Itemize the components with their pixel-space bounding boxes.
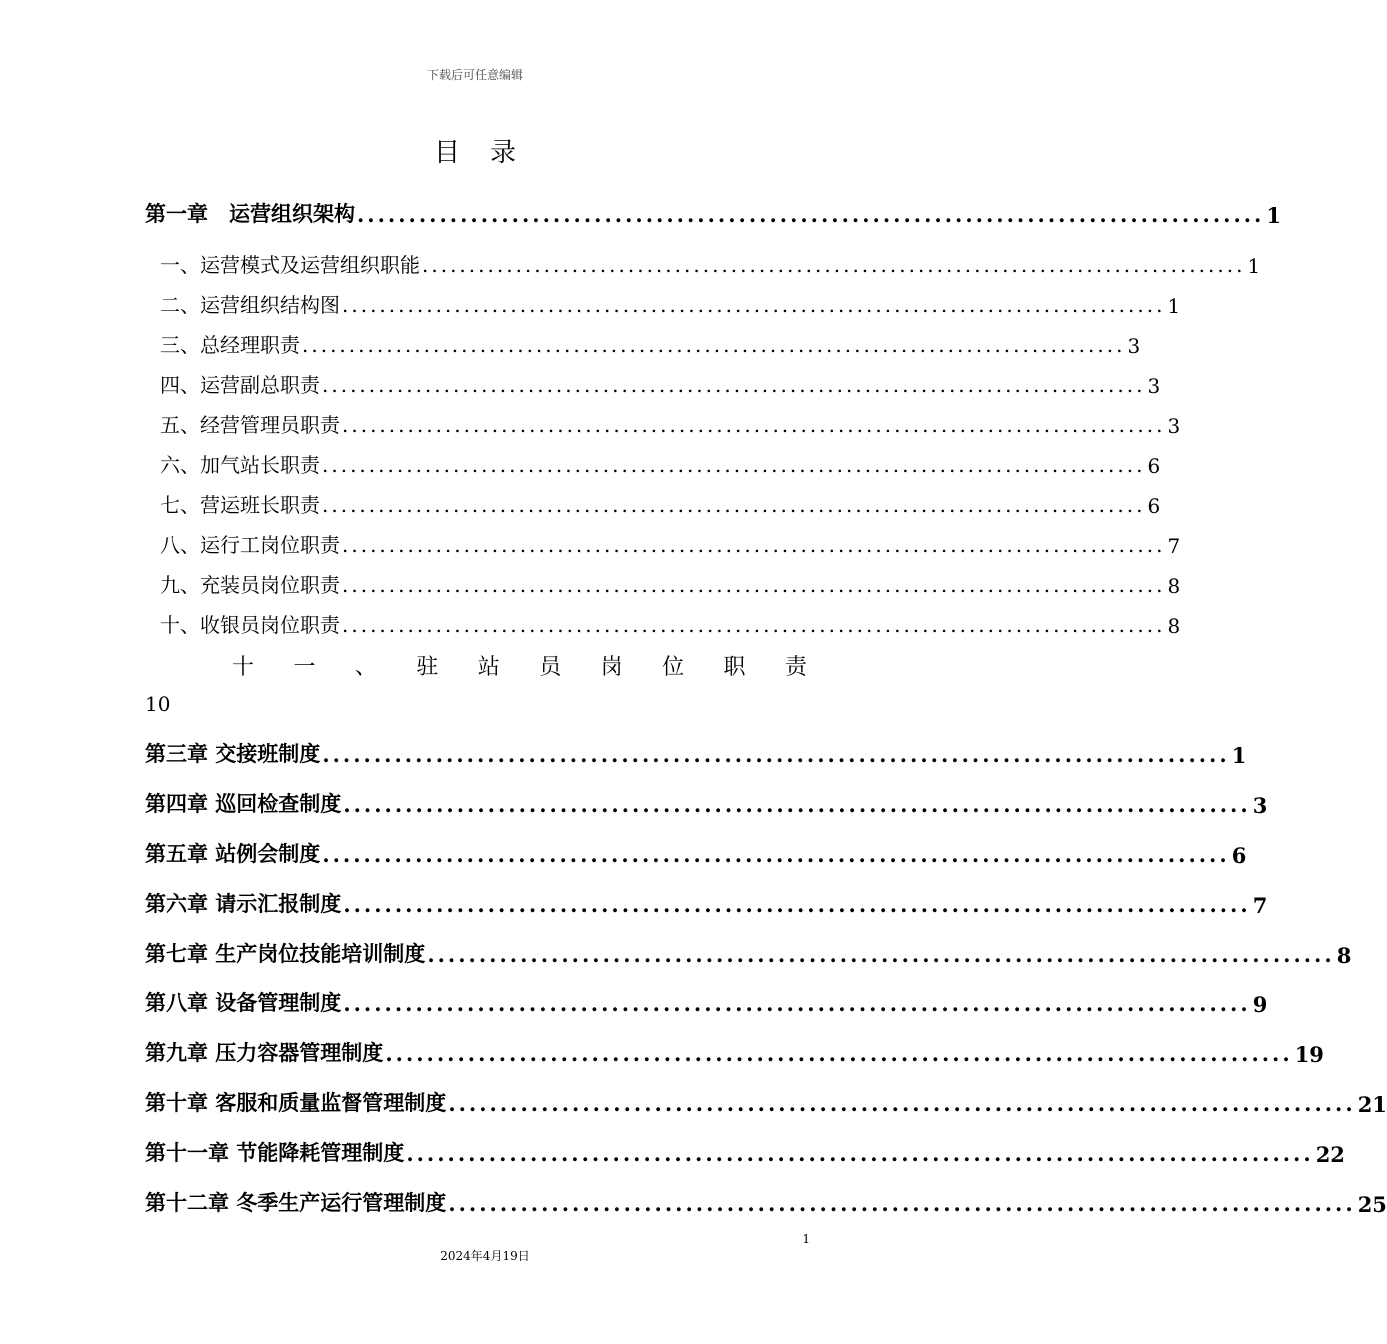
toc-entry-label: 第五章 站例会制度 [145, 841, 321, 866]
toc-leader-dots: ........................................................................................ [322, 742, 1230, 767]
toc-entry-page: 9 [1252, 992, 1268, 1017]
toc-entry-label: 第八章 设备管理制度 [145, 990, 342, 1015]
toc-entry-label: 第七章 生产岗位技能培训制度 [145, 941, 426, 966]
toc-entry-page: 8 [1336, 943, 1352, 968]
toc-entry-page: 1 [1247, 254, 1261, 278]
toc-entry-chapter-8[interactable] [145, 987, 1268, 1017]
toc-leader-dots: ........................................................................................ [357, 202, 1265, 227]
toc-entry-label: 第四章 巡回检查制度 [145, 791, 342, 816]
toc-entry-label: 第十章 客服和质量监督管理制度 [145, 1090, 447, 1115]
toc-title: 目录 [433, 138, 546, 168]
toc-entry-page: 8 [1167, 574, 1181, 598]
toc-leader-dots: ........................................................................................ [385, 1041, 1293, 1066]
toc-entry-page: 1 [1266, 203, 1281, 228]
toc-leader-dots: ........................................................................................ [322, 842, 1230, 867]
toc-entry-label: 第六章 请示汇报制度 [145, 891, 342, 916]
toc-leader-dots: ........................................................................................ [343, 991, 1251, 1016]
toc-entry-label: 三、总经理职责 [160, 333, 300, 357]
toc-entry-page-wrapped: 10 [145, 692, 171, 716]
toc-entry-label: 二、运营组织结构图 [160, 293, 340, 317]
toc-entry-page: 6 [1147, 454, 1161, 478]
toc-leader-dots: ........................................................................................ [342, 573, 1166, 597]
toc-entry-section-5[interactable] [160, 408, 1181, 438]
toc-entry-page: 3 [1127, 334, 1141, 358]
toc-entry-label: 八、运行工岗位职责 [160, 533, 340, 557]
toc-entry-chapter-6[interactable] [145, 888, 1268, 918]
toc-entry-section-11[interactable] [232, 650, 807, 680]
toc-entry-chapter-3[interactable] [145, 738, 1247, 768]
toc-entry-label: 第一章 运营组织架构 [145, 201, 355, 226]
toc-leader-dots: ........................................................................................ [448, 1091, 1356, 1116]
toc-entry-section-6[interactable] [160, 448, 1161, 478]
toc-entry-section-2[interactable] [160, 288, 1181, 318]
toc-entry-page: 25 [1357, 1192, 1387, 1217]
toc-entry-chapter-12[interactable] [145, 1187, 1387, 1217]
toc-entry-label: 六、加气站长职责 [160, 453, 320, 477]
toc-entry-label: 一、运营模式及运营组织职能 [160, 253, 420, 277]
toc-leader-dots: ........................................................................................ [302, 333, 1126, 357]
toc-entry-chapter-7[interactable] [145, 938, 1352, 968]
toc-entry-label: 十、收银员岗位职责 [160, 613, 340, 637]
toc-entry-section-10[interactable] [160, 608, 1181, 638]
toc-entry-page: 6 [1231, 843, 1247, 868]
toc-entry-page: 7 [1167, 534, 1181, 558]
toc-leader-dots: ........................................................................................ [343, 892, 1251, 917]
toc-leader-dots: ........................................................................................ [342, 613, 1166, 637]
toc-entry-label: 四、运营副总职责 [160, 373, 320, 397]
toc-entry-char: 驻 [416, 655, 439, 680]
toc-entry-char: 责 [784, 655, 807, 680]
toc-entry-page: 19 [1294, 1042, 1324, 1067]
toc-leader-dots: ........................................................................................ [322, 493, 1146, 517]
toc-leader-dots: ........................................................................................ [448, 1191, 1356, 1216]
toc-entry-char: 站 [477, 655, 500, 680]
toc-entry-page: 1 [1231, 743, 1247, 768]
toc-entry-page: 21 [1357, 1092, 1387, 1117]
toc-entry-section-3[interactable] [160, 328, 1141, 358]
toc-entry-chapter-10[interactable] [145, 1087, 1387, 1117]
toc-leader-dots: ........................................................................................ [342, 293, 1166, 317]
header-note: 下载后可任意编辑 [426, 68, 523, 82]
toc-entry-section-9[interactable] [160, 568, 1181, 598]
toc-entry-char: 一 [293, 655, 316, 680]
toc-leader-dots: ........................................................................................ [422, 253, 1246, 277]
toc-entry-page: 6 [1147, 494, 1161, 518]
toc-entry-label: 七、营运班长职责 [160, 493, 320, 517]
toc-leader-dots: ........................................................................................ [343, 792, 1251, 817]
toc-entry-page: 22 [1315, 1142, 1345, 1167]
toc-entry-section-4[interactable] [160, 368, 1161, 398]
toc-entry-chapter-1[interactable] [145, 198, 1281, 228]
toc-leader-dots: ........................................................................................ [342, 533, 1166, 557]
toc-entry-page: 8 [1167, 614, 1181, 638]
toc-entry-page: 7 [1252, 893, 1268, 918]
toc-entry-label: 第十二章 冬季生产运行管理制度 [145, 1190, 447, 1215]
toc-entry-char: 岗 [600, 655, 623, 680]
toc-entry-page: 1 [1167, 294, 1181, 318]
toc-entry-section-8[interactable] [160, 528, 1181, 558]
toc-leader-dots: ........................................................................................ [322, 453, 1146, 477]
toc-entry-char: 十 [232, 655, 255, 680]
toc-entry-chapter-11[interactable] [145, 1137, 1345, 1167]
toc-entry-page: 3 [1167, 414, 1181, 438]
toc-entry-label: 五、经营管理员职责 [160, 413, 340, 437]
toc-entry-label: 第三章 交接班制度 [145, 741, 321, 766]
toc-entry-chapter-5[interactable] [145, 838, 1247, 868]
toc-leader-dots: ........................................................................................ [427, 942, 1335, 967]
toc-leader-dots: ........................................................................................ [406, 1141, 1314, 1166]
toc-entry-label: 第九章 压力容器管理制度 [145, 1040, 384, 1065]
page-number: 1 [802, 1232, 810, 1246]
toc-entry-char: 员 [539, 655, 562, 680]
toc-entry-label: 第十一章 节能降耗管理制度 [145, 1140, 405, 1165]
toc-entry-chapter-9[interactable] [145, 1037, 1324, 1067]
toc-entry-page: 3 [1147, 374, 1161, 398]
toc-entry-page: 3 [1252, 793, 1268, 818]
toc-leader-dots: ........................................................................................ [342, 413, 1166, 437]
footer-date: 2024年4月19日 [440, 1249, 530, 1263]
toc-entry-chapter-4[interactable] [145, 788, 1268, 818]
toc-entry-section-1[interactable] [160, 248, 1261, 278]
toc-entry-char: 、 [354, 655, 377, 680]
toc-leader-dots: ........................................................................................ [322, 373, 1146, 397]
toc-entry-char: 位 [662, 655, 685, 680]
toc-entry-section-7[interactable] [160, 488, 1161, 518]
toc-entry-char: 职 [723, 655, 746, 680]
toc-entry-label: 九、充装员岗位职责 [160, 573, 340, 597]
